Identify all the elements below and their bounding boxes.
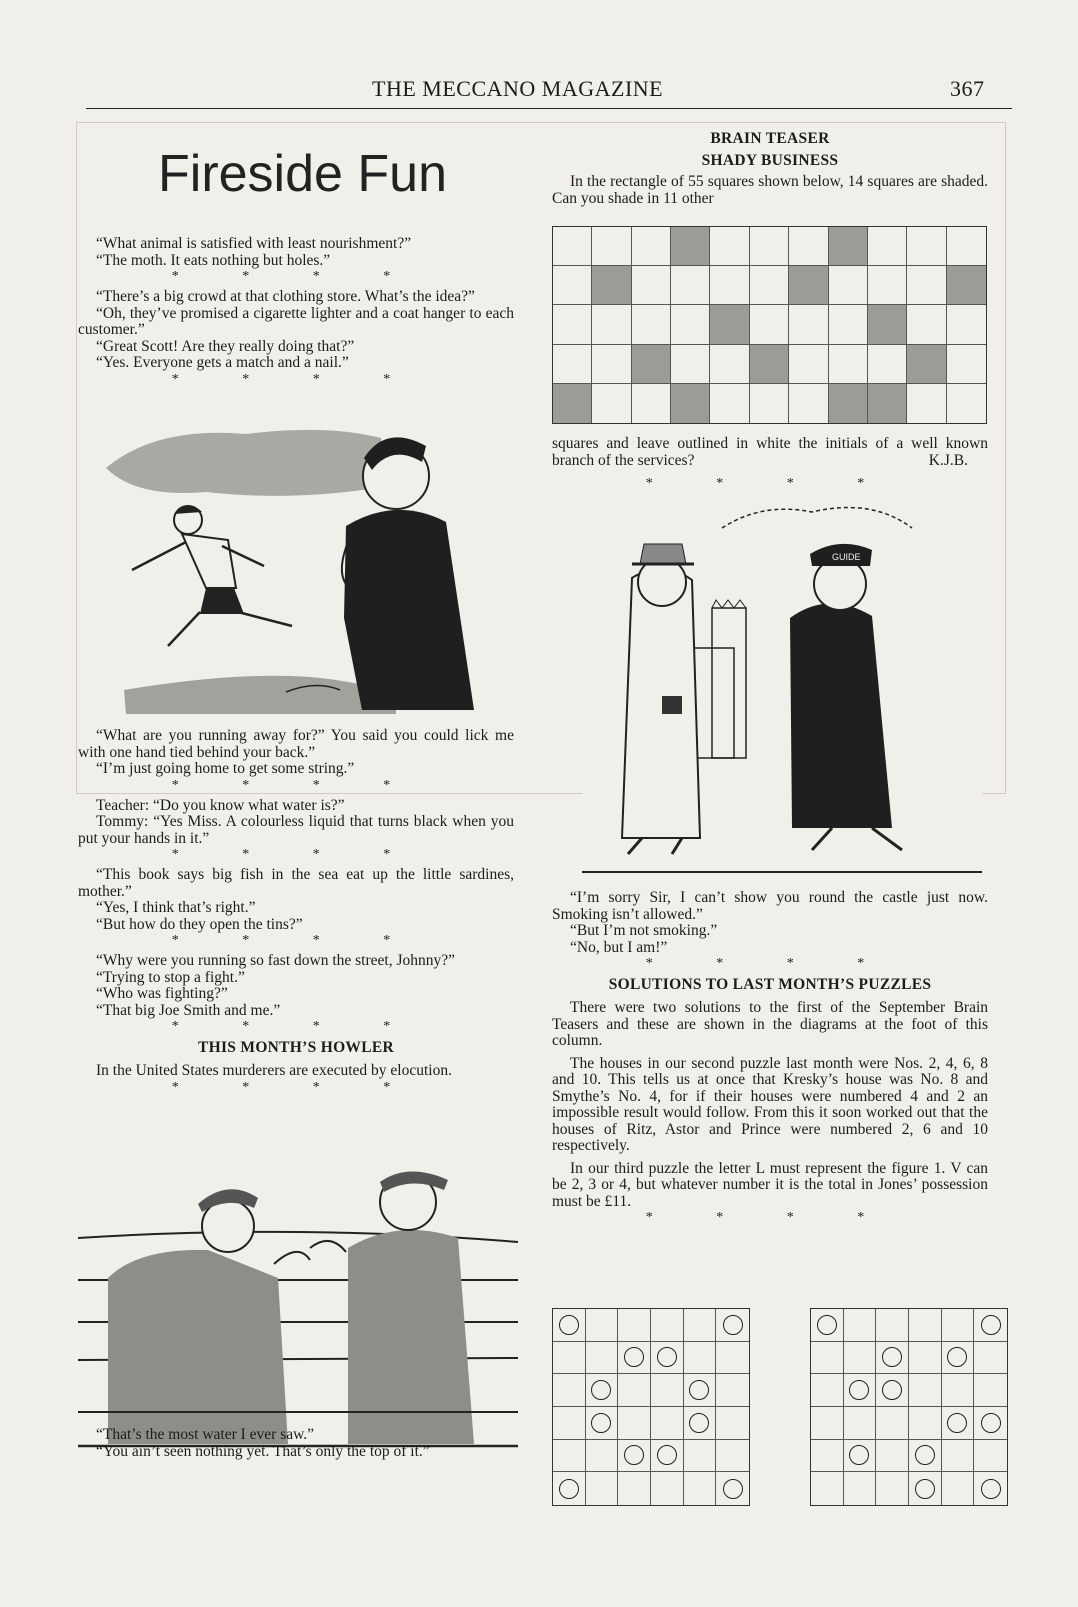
solution-square: [876, 1407, 909, 1440]
solution-square: [844, 1309, 877, 1342]
solution-square: [651, 1440, 684, 1473]
grid-square: [829, 305, 868, 344]
solution-square: [811, 1374, 844, 1407]
solution-square: [942, 1342, 975, 1375]
star-divider: * * * *: [171, 371, 421, 387]
grid-square: [553, 305, 592, 344]
solution-square: [684, 1309, 717, 1342]
solutions-paragraph-2: The houses in our second puzzle last month were Nos. 2, 4, 6, 8 and 10. This tells us at once that Kresky’s house was No. 8 and Smythe’s No. 4, for if their houses were numbered 4 and 2 an impossible result would follow. From this it soon worked out that the houses of Ritz, Astor and Prince were numbered 2, 6 and 10 respectively.: [552, 1054, 988, 1154]
solution-square: [618, 1472, 651, 1505]
solution-square: [909, 1407, 942, 1440]
magazine-title: THE MECCANO MAGAZINE: [372, 76, 664, 101]
castle-caption: [552, 890, 988, 1226]
solution-square: [876, 1309, 909, 1342]
solution-square: [974, 1407, 1007, 1440]
solution-square: [586, 1374, 619, 1407]
guide-cap-sign: GUIDE: [832, 552, 861, 562]
solution-square: [651, 1472, 684, 1505]
circle-icon: [981, 1315, 1001, 1335]
solution-square: [586, 1472, 619, 1505]
circle-icon: [723, 1315, 743, 1335]
grid-square: [710, 227, 749, 266]
solution-square: [586, 1309, 619, 1342]
shaded-square: [829, 227, 868, 266]
grid-square: [868, 345, 907, 384]
solution-square: [553, 1472, 586, 1505]
grid-square: [947, 345, 986, 384]
solution-square: [909, 1309, 942, 1342]
cartoon-castle-guide: [582, 498, 982, 880]
header-rule: [86, 108, 1012, 109]
star-divider: * * * *: [171, 1019, 421, 1034]
joke1-line: “What animal is satisfied with least nourishment?”: [96, 235, 412, 252]
cartoon-sailors-at-rail: [78, 1168, 518, 1450]
solution-square: [811, 1440, 844, 1473]
grid-square: [710, 266, 749, 305]
solution-square: [942, 1440, 975, 1473]
grid-square: [947, 305, 986, 344]
solution-square: [553, 1342, 586, 1375]
solution-square: [909, 1440, 942, 1473]
circle-icon: [559, 1479, 579, 1499]
circle-icon: [882, 1347, 902, 1367]
solution-square: [811, 1309, 844, 1342]
solution-square: [651, 1407, 684, 1440]
circle-icon: [817, 1315, 837, 1335]
grid-square: [671, 345, 710, 384]
grid-square: [553, 227, 592, 266]
solution-square: [876, 1342, 909, 1375]
howler-heading: THIS MONTH’S HOWLER: [197, 1039, 395, 1056]
grid-square: [789, 384, 828, 423]
circle-icon: [559, 1315, 579, 1335]
grid-square: [907, 305, 946, 344]
star-divider: * * * *: [171, 847, 421, 862]
grid-square: [671, 266, 710, 305]
grid-square: [907, 266, 946, 305]
star-divider: * * * *: [171, 777, 421, 793]
grid-square: [592, 305, 631, 344]
shaded-square: [750, 345, 789, 384]
brain-teaser-intro: [552, 174, 988, 207]
solutions-paragraph-1: There were two solutions to the first of the September Brain Teasers and these are shown in the diagrams at the foot of this column.: [552, 999, 988, 1049]
cartoon2-caption-line: “That’s the most water I ever saw.”: [96, 1426, 315, 1443]
grid-square: [750, 384, 789, 423]
solution-square: [811, 1342, 844, 1375]
grid-square: [553, 345, 592, 384]
circle-icon: [591, 1380, 611, 1400]
cartoon-running-boy: [96, 418, 486, 718]
circle-icon: [591, 1413, 611, 1433]
joke5-line: “Trying to stop a fight.”: [96, 968, 245, 986]
shaded-square: [632, 345, 671, 384]
circle-icon: [915, 1479, 935, 1499]
star-divider: * * * *: [171, 933, 421, 948]
circle-icon: [882, 1380, 902, 1400]
solution-square: [811, 1407, 844, 1440]
castle-caption-line: “But I’m not smoking.”: [570, 922, 718, 939]
shaded-square: [868, 384, 907, 423]
grid-square: [592, 384, 631, 423]
solution-square: [974, 1374, 1007, 1407]
solution-square: [553, 1407, 586, 1440]
solutions-paragraph-3: In our third puzzle the letter L must represent the figure 1. V can be 2, 3 or 4, but whatever number it is the total in Jones’ possession must be £11.: [552, 1159, 988, 1210]
grid-square: [789, 227, 828, 266]
solution-square: [942, 1309, 975, 1342]
grid-square: [750, 305, 789, 344]
joke4-line: “But how do they open the tins?”: [96, 915, 303, 933]
brain-teaser-heading: BRAIN TEASER: [710, 130, 830, 147]
grid-square: [907, 227, 946, 266]
brain-teaser-subheading: SHADY BUSINESS: [701, 152, 839, 169]
solution-square: [811, 1472, 844, 1505]
solution-square: [716, 1374, 749, 1407]
grid-square: [710, 345, 749, 384]
circle-icon: [981, 1413, 1001, 1433]
solution-square: [586, 1440, 619, 1473]
grid-square: [632, 305, 671, 344]
cartoon2-caption: [78, 1427, 514, 1460]
solution-square: [618, 1440, 651, 1473]
grid-square: [868, 227, 907, 266]
circle-icon: [947, 1413, 967, 1433]
star-divider: * * * *: [645, 956, 895, 971]
fireside-fun-title: Fireside Fun: [158, 145, 447, 203]
joke2-line: “Oh, they’ve promised a cigarette lighter and a coat hanger to each customer.”: [78, 304, 514, 338]
grid-square: [947, 384, 986, 423]
circle-icon: [657, 1445, 677, 1465]
solution-square: [618, 1407, 651, 1440]
joke5-line: “Why were you running so fast down the street, Johnny?”: [96, 952, 455, 969]
joke4-line: “Yes, I think that’s right.”: [96, 899, 256, 916]
solution-square: [586, 1407, 619, 1440]
shaded-square: [710, 305, 749, 344]
circle-icon: [849, 1380, 869, 1400]
solution-square: [716, 1407, 749, 1440]
cartoon1-caption-line: “What are you running away for?” You said you could lick me with one hand tied behind your back.”: [78, 727, 514, 761]
castle-caption-line: “I’m sorry Sir, I can’t show you round the castle just now. Smoking isn’t allowed.”: [552, 889, 988, 923]
circle-icon: [947, 1347, 967, 1367]
solution-square: [553, 1374, 586, 1407]
star-divider: * * * *: [171, 1079, 421, 1095]
grid-square: [632, 227, 671, 266]
solution-square: [618, 1374, 651, 1407]
solution-square: [844, 1407, 877, 1440]
solution-square: [942, 1472, 975, 1505]
solutions-heading: SOLUTIONS TO LAST MONTH’S PUZZLES: [608, 976, 932, 993]
solution-square: [844, 1342, 877, 1375]
solution-square: [909, 1472, 942, 1505]
solution-square: [876, 1472, 909, 1505]
grid-square: [789, 345, 828, 384]
solution-square: [909, 1342, 942, 1375]
brain-teaser-continuation-text: squares and leave outlined in white the initials of a well known branch of the services?: [552, 435, 988, 469]
solution-square: [844, 1374, 877, 1407]
grid-square: [592, 227, 631, 266]
grid-square: [829, 345, 868, 384]
grid-square: [829, 266, 868, 305]
solution-square: [618, 1309, 651, 1342]
solution-square: [716, 1342, 749, 1375]
star-divider: * * * *: [171, 269, 421, 284]
jokes-middle: [78, 728, 514, 1096]
grid-square: [632, 266, 671, 305]
star-divider: * * * *: [645, 1210, 895, 1225]
shaded-square: [553, 384, 592, 423]
solution-square: [684, 1342, 717, 1375]
cartoon1-caption-line: “I’m just going home to get some string.”: [96, 760, 355, 777]
grid-square: [907, 384, 946, 423]
solution-square: [553, 1309, 586, 1342]
page-number: 367: [950, 76, 985, 101]
shaded-square: [907, 345, 946, 384]
joke3-line: Teacher: “Do you know what water is?”: [96, 796, 345, 814]
circle-icon: [689, 1380, 709, 1400]
joke2-line: “Great Scott! Are they really doing that?”: [96, 337, 355, 355]
joke3-line: Tommy: “Yes Miss. A colourless liquid that turns black when you put your hands in it.”: [78, 813, 514, 847]
grid-square: [750, 227, 789, 266]
grid-square: [868, 266, 907, 305]
grid-square: [671, 305, 710, 344]
solution-square: [651, 1309, 684, 1342]
brain-teaser-intro-text: In the rectangle of 55 squares shown below, 14 squares are shaded. Can you shade in 11 other: [552, 173, 988, 207]
shaded-square: [789, 266, 828, 305]
grid-square: [750, 266, 789, 305]
joke1-line: “The moth. It eats nothing but holes.”: [96, 251, 331, 269]
shaded-square: [671, 227, 710, 266]
solution-square: [684, 1440, 717, 1473]
solution-square: [716, 1472, 749, 1505]
shaded-square: [671, 384, 710, 423]
joke5-line: “Who was fighting?”: [96, 985, 228, 1002]
circle-icon: [849, 1445, 869, 1465]
solution-square: [618, 1342, 651, 1375]
grid-square: [789, 305, 828, 344]
solution-square: [586, 1342, 619, 1375]
jokes-top: [78, 236, 514, 388]
shaded-square: [592, 266, 631, 305]
solution-diagram-right: [810, 1308, 1008, 1506]
solution-square: [553, 1440, 586, 1473]
solution-square: [844, 1440, 877, 1473]
solution-square: [684, 1374, 717, 1407]
solution-square: [942, 1374, 975, 1407]
solution-square: [909, 1374, 942, 1407]
joke2-line: “Yes. Everyone gets a match and a nail.”: [96, 354, 349, 371]
cartoon2-caption-line: “You ain’t seen nothing yet. That’s only the top of it.”: [96, 1442, 430, 1460]
solution-square: [684, 1472, 717, 1505]
solution-square: [974, 1309, 1007, 1342]
solution-square: [974, 1440, 1007, 1473]
solution-square: [974, 1342, 1007, 1375]
grid-square: [632, 384, 671, 423]
circle-icon: [624, 1347, 644, 1367]
solution-diagram-left: [552, 1308, 750, 1506]
circle-icon: [981, 1479, 1001, 1499]
shaded-square: [947, 266, 986, 305]
solution-square: [942, 1407, 975, 1440]
circle-icon: [689, 1413, 709, 1433]
brain-teaser-continuation: [552, 436, 988, 492]
joke2-line: “There’s a big crowd at that clothing store. What’s the idea?”: [96, 288, 475, 305]
grid-square: [710, 384, 749, 423]
circle-icon: [624, 1445, 644, 1465]
joke4-line: “This book says big fish in the sea eat up the little sardines, mother.”: [78, 866, 514, 900]
grid-square: [553, 266, 592, 305]
shaded-square: [829, 384, 868, 423]
solution-square: [651, 1342, 684, 1375]
castle-caption-line: “No, but I am!”: [570, 938, 668, 956]
circle-icon: [915, 1445, 935, 1465]
shaded-square: [868, 305, 907, 344]
brain-teaser-signature: K.J.B.: [928, 452, 968, 469]
grid-square: [592, 345, 631, 384]
star-divider: * * * *: [645, 475, 895, 491]
grid-square: [947, 227, 986, 266]
solution-square: [876, 1440, 909, 1473]
solution-square: [684, 1407, 717, 1440]
solution-square: [974, 1472, 1007, 1505]
puzzle-grid-55-squares: [552, 226, 987, 424]
solution-square: [651, 1374, 684, 1407]
solution-square: [716, 1309, 749, 1342]
solution-square: [876, 1374, 909, 1407]
circle-icon: [657, 1347, 677, 1367]
circle-icon: [723, 1479, 743, 1499]
solution-square: [844, 1472, 877, 1505]
joke5-line: “That big Joe Smith and me.”: [96, 1001, 281, 1019]
howler-text: In the United States murderers are executed by elocution.: [96, 1062, 452, 1079]
solution-square: [716, 1440, 749, 1473]
